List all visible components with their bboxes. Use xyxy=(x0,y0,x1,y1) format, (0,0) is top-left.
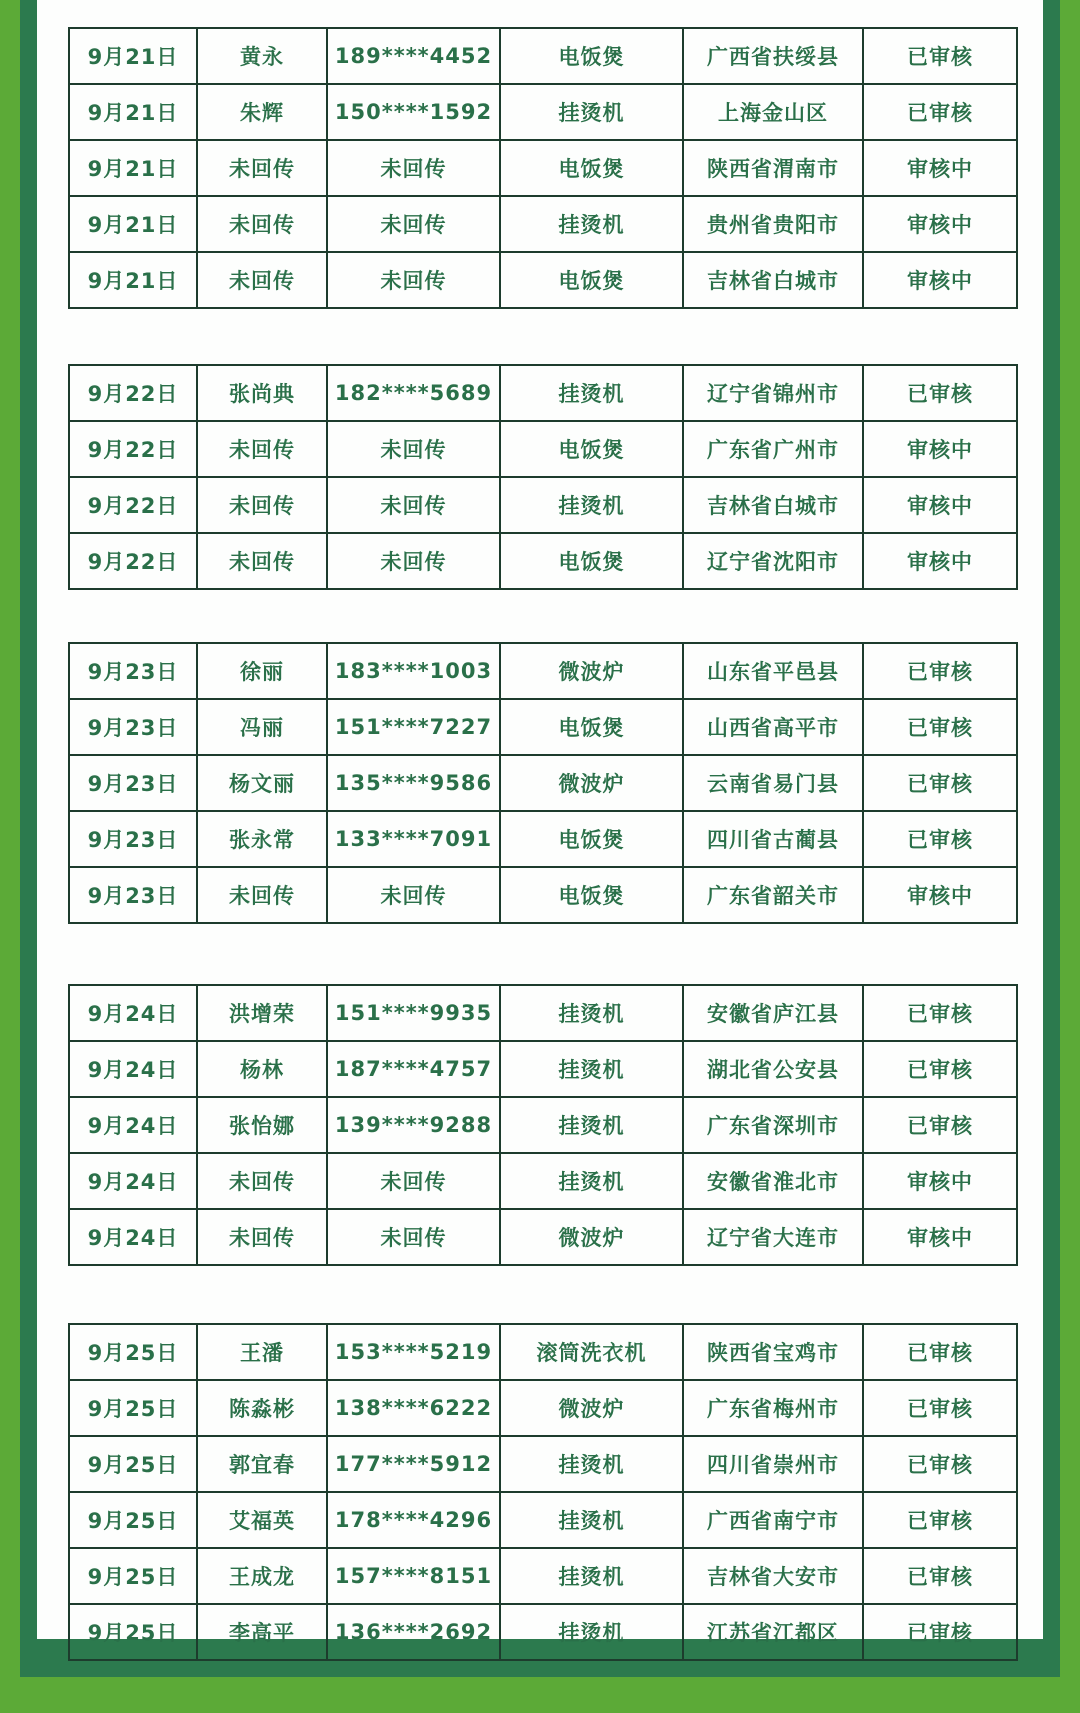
cell-product: 挂烫机 xyxy=(500,985,683,1041)
cell-date: 9月22日 xyxy=(69,477,197,533)
cell-status: 已审核 xyxy=(863,84,1017,140)
cell-product: 挂烫机 xyxy=(500,1041,683,1097)
cell-date: 9月22日 xyxy=(69,533,197,589)
cell-product: 挂烫机 xyxy=(500,365,683,421)
table-row xyxy=(69,1041,1017,1097)
table-row xyxy=(69,1097,1017,1153)
cell-phone: 151****7227 xyxy=(327,699,500,755)
cell-status: 审核中 xyxy=(863,140,1017,196)
cell-date: 9月24日 xyxy=(69,1097,197,1153)
cell-product: 挂烫机 xyxy=(500,1492,683,1548)
cell-status: 已审核 xyxy=(863,1548,1017,1604)
cell-product: 挂烫机 xyxy=(500,1436,683,1492)
cell-status: 已审核 xyxy=(863,1097,1017,1153)
cell-location: 辽宁省锦州市 xyxy=(683,365,863,421)
table-row xyxy=(69,1436,1017,1492)
cell-status: 审核中 xyxy=(863,533,1017,589)
table-row xyxy=(69,28,1017,84)
cell-date: 9月25日 xyxy=(69,1492,197,1548)
cell-location: 安徽省庐江县 xyxy=(683,985,863,1041)
cell-phone: 未回传 xyxy=(327,196,500,252)
table-row xyxy=(69,1209,1017,1265)
cell-location: 吉林省大安市 xyxy=(683,1548,863,1604)
cell-name: 未回传 xyxy=(197,533,327,589)
cell-phone: 183****1003 xyxy=(327,643,500,699)
cell-phone: 178****4296 xyxy=(327,1492,500,1548)
cell-phone: 未回传 xyxy=(327,1153,500,1209)
cell-name: 张永常 xyxy=(197,811,327,867)
cell-status: 审核中 xyxy=(863,867,1017,923)
table-row xyxy=(69,196,1017,252)
cell-name: 李高平 xyxy=(197,1604,327,1660)
cell-date: 9月21日 xyxy=(69,84,197,140)
cell-phone: 157****8151 xyxy=(327,1548,500,1604)
cell-date: 9月24日 xyxy=(69,1041,197,1097)
green-frame xyxy=(20,0,1060,1677)
cell-date: 9月23日 xyxy=(69,755,197,811)
cell-date: 9月23日 xyxy=(69,811,197,867)
cell-phone: 未回传 xyxy=(327,421,500,477)
content-area xyxy=(37,0,1043,1645)
table-row xyxy=(69,365,1017,421)
cell-date: 9月22日 xyxy=(69,421,197,477)
cell-name: 朱辉 xyxy=(197,84,327,140)
cell-phone: 151****9935 xyxy=(327,985,500,1041)
cell-status: 已审核 xyxy=(863,1041,1017,1097)
cell-phone: 182****5689 xyxy=(327,365,500,421)
cell-product: 挂烫机 xyxy=(500,84,683,140)
cell-product: 电饭煲 xyxy=(500,421,683,477)
cell-phone: 139****9288 xyxy=(327,1097,500,1153)
table-row xyxy=(69,985,1017,1041)
table-row xyxy=(69,755,1017,811)
cell-product: 电饭煲 xyxy=(500,533,683,589)
table-row xyxy=(69,252,1017,308)
cell-product: 电饭煲 xyxy=(500,867,683,923)
table-row xyxy=(69,1492,1017,1548)
cell-phone: 133****7091 xyxy=(327,811,500,867)
cell-date: 9月25日 xyxy=(69,1436,197,1492)
cell-name: 杨文丽 xyxy=(197,755,327,811)
cell-status: 审核中 xyxy=(863,196,1017,252)
cell-date: 9月21日 xyxy=(69,140,197,196)
cell-location: 四川省古蔺县 xyxy=(683,811,863,867)
cell-date: 9月21日 xyxy=(69,28,197,84)
cell-name: 陈淼彬 xyxy=(197,1380,327,1436)
cell-product: 微波炉 xyxy=(500,755,683,811)
table-row xyxy=(69,1153,1017,1209)
cell-name: 徐丽 xyxy=(197,643,327,699)
cell-phone: 138****6222 xyxy=(327,1380,500,1436)
cell-product: 电饭煲 xyxy=(500,252,683,308)
cell-product: 微波炉 xyxy=(500,1380,683,1436)
cell-location: 四川省崇州市 xyxy=(683,1436,863,1492)
table-row xyxy=(69,1548,1017,1604)
cell-product: 电饭煲 xyxy=(500,699,683,755)
cell-name: 洪增荣 xyxy=(197,985,327,1041)
cell-phone: 136****2692 xyxy=(327,1604,500,1660)
cell-date: 9月23日 xyxy=(69,867,197,923)
cell-phone: 未回传 xyxy=(327,1209,500,1265)
cell-status: 审核中 xyxy=(863,252,1017,308)
cell-name: 未回传 xyxy=(197,252,327,308)
cell-location: 广西省扶绥县 xyxy=(683,28,863,84)
cell-phone: 未回传 xyxy=(327,533,500,589)
cell-location: 广东省梅州市 xyxy=(683,1380,863,1436)
cell-date: 9月21日 xyxy=(69,252,197,308)
cell-date: 9月23日 xyxy=(69,699,197,755)
cell-product: 电饭煲 xyxy=(500,28,683,84)
cell-location: 江苏省江都区 xyxy=(683,1604,863,1660)
table-row xyxy=(69,643,1017,699)
cell-location: 上海金山区 xyxy=(683,84,863,140)
cell-phone: 177****5912 xyxy=(327,1436,500,1492)
cell-product: 微波炉 xyxy=(500,1209,683,1265)
cell-date: 9月25日 xyxy=(69,1548,197,1604)
cell-status: 已审核 xyxy=(863,1324,1017,1380)
cell-status: 已审核 xyxy=(863,1380,1017,1436)
cell-status: 审核中 xyxy=(863,1153,1017,1209)
cell-name: 王成龙 xyxy=(197,1548,327,1604)
cell-location: 广东省广州市 xyxy=(683,421,863,477)
table-row xyxy=(69,140,1017,196)
cell-location: 陕西省宝鸡市 xyxy=(683,1324,863,1380)
cell-location: 山西省高平市 xyxy=(683,699,863,755)
table-row xyxy=(69,811,1017,867)
table-row xyxy=(69,699,1017,755)
cell-status: 已审核 xyxy=(863,365,1017,421)
cell-name: 未回传 xyxy=(197,867,327,923)
cell-name: 未回传 xyxy=(197,140,327,196)
cell-name: 艾福英 xyxy=(197,1492,327,1548)
cell-name: 未回传 xyxy=(197,421,327,477)
cell-name: 未回传 xyxy=(197,1209,327,1265)
cell-date: 9月24日 xyxy=(69,1153,197,1209)
cell-location: 贵州省贵阳市 xyxy=(683,196,863,252)
review-table xyxy=(68,27,1018,309)
cell-status: 已审核 xyxy=(863,1492,1017,1548)
cell-phone: 135****9586 xyxy=(327,755,500,811)
cell-product: 挂烫机 xyxy=(500,1097,683,1153)
table-row xyxy=(69,84,1017,140)
cell-product: 挂烫机 xyxy=(500,1604,683,1660)
cell-location: 吉林省白城市 xyxy=(683,252,863,308)
cell-date: 9月25日 xyxy=(69,1380,197,1436)
review-table xyxy=(68,364,1018,590)
cell-name: 郭宜春 xyxy=(197,1436,327,1492)
table-row xyxy=(69,533,1017,589)
cell-name: 杨林 xyxy=(197,1041,327,1097)
cell-product: 挂烫机 xyxy=(500,1153,683,1209)
cell-phone: 153****5219 xyxy=(327,1324,500,1380)
cell-name: 未回传 xyxy=(197,196,327,252)
cell-product: 电饭煲 xyxy=(500,811,683,867)
cell-status: 已审核 xyxy=(863,28,1017,84)
cell-status: 已审核 xyxy=(863,985,1017,1041)
review-table xyxy=(68,642,1018,924)
cell-phone: 未回传 xyxy=(327,140,500,196)
cell-product: 滚筒洗衣机 xyxy=(500,1324,683,1380)
cell-location: 广东省深圳市 xyxy=(683,1097,863,1153)
cell-date: 9月21日 xyxy=(69,196,197,252)
cell-location: 辽宁省大连市 xyxy=(683,1209,863,1265)
cell-location: 辽宁省沈阳市 xyxy=(683,533,863,589)
cell-status: 审核中 xyxy=(863,477,1017,533)
cell-location: 安徽省淮北市 xyxy=(683,1153,863,1209)
cell-name: 黄永 xyxy=(197,28,327,84)
review-tables xyxy=(68,0,1016,1661)
cell-status: 已审核 xyxy=(863,1436,1017,1492)
cell-status: 审核中 xyxy=(863,421,1017,477)
cell-status: 审核中 xyxy=(863,1209,1017,1265)
cell-name: 未回传 xyxy=(197,1153,327,1209)
cell-product: 挂烫机 xyxy=(500,196,683,252)
cell-date: 9月24日 xyxy=(69,1209,197,1265)
table-row xyxy=(69,1324,1017,1380)
cell-name: 张怡娜 xyxy=(197,1097,327,1153)
cell-date: 9月22日 xyxy=(69,365,197,421)
cell-product: 微波炉 xyxy=(500,643,683,699)
cell-product: 挂烫机 xyxy=(500,1548,683,1604)
cell-location: 云南省易门县 xyxy=(683,755,863,811)
table-row xyxy=(69,1604,1017,1660)
cell-location: 湖北省公安县 xyxy=(683,1041,863,1097)
table-row xyxy=(69,867,1017,923)
cell-date: 9月25日 xyxy=(69,1604,197,1660)
cell-status: 已审核 xyxy=(863,811,1017,867)
cell-name: 冯丽 xyxy=(197,699,327,755)
cell-status: 已审核 xyxy=(863,1604,1017,1660)
cell-location: 陕西省渭南市 xyxy=(683,140,863,196)
cell-location: 广西省南宁市 xyxy=(683,1492,863,1548)
cell-phone: 未回传 xyxy=(327,252,500,308)
cell-phone: 未回传 xyxy=(327,477,500,533)
cell-date: 9月25日 xyxy=(69,1324,197,1380)
cell-phone: 150****1592 xyxy=(327,84,500,140)
cell-name: 王潘 xyxy=(197,1324,327,1380)
review-table xyxy=(68,1323,1018,1661)
cell-product: 电饭煲 xyxy=(500,140,683,196)
review-table xyxy=(68,984,1018,1266)
cell-product: 挂烫机 xyxy=(500,477,683,533)
cell-location: 广东省韶关市 xyxy=(683,867,863,923)
cell-date: 9月23日 xyxy=(69,643,197,699)
cell-phone: 189****4452 xyxy=(327,28,500,84)
cell-status: 已审核 xyxy=(863,643,1017,699)
cell-location: 吉林省白城市 xyxy=(683,477,863,533)
cell-status: 已审核 xyxy=(863,699,1017,755)
table-row xyxy=(69,1380,1017,1436)
table-row xyxy=(69,421,1017,477)
table-row xyxy=(69,477,1017,533)
cell-phone: 未回传 xyxy=(327,867,500,923)
cell-date: 9月24日 xyxy=(69,985,197,1041)
cell-name: 张尚典 xyxy=(197,365,327,421)
cell-status: 已审核 xyxy=(863,755,1017,811)
cell-phone: 187****4757 xyxy=(327,1041,500,1097)
cell-location: 山东省平邑县 xyxy=(683,643,863,699)
cell-name: 未回传 xyxy=(197,477,327,533)
